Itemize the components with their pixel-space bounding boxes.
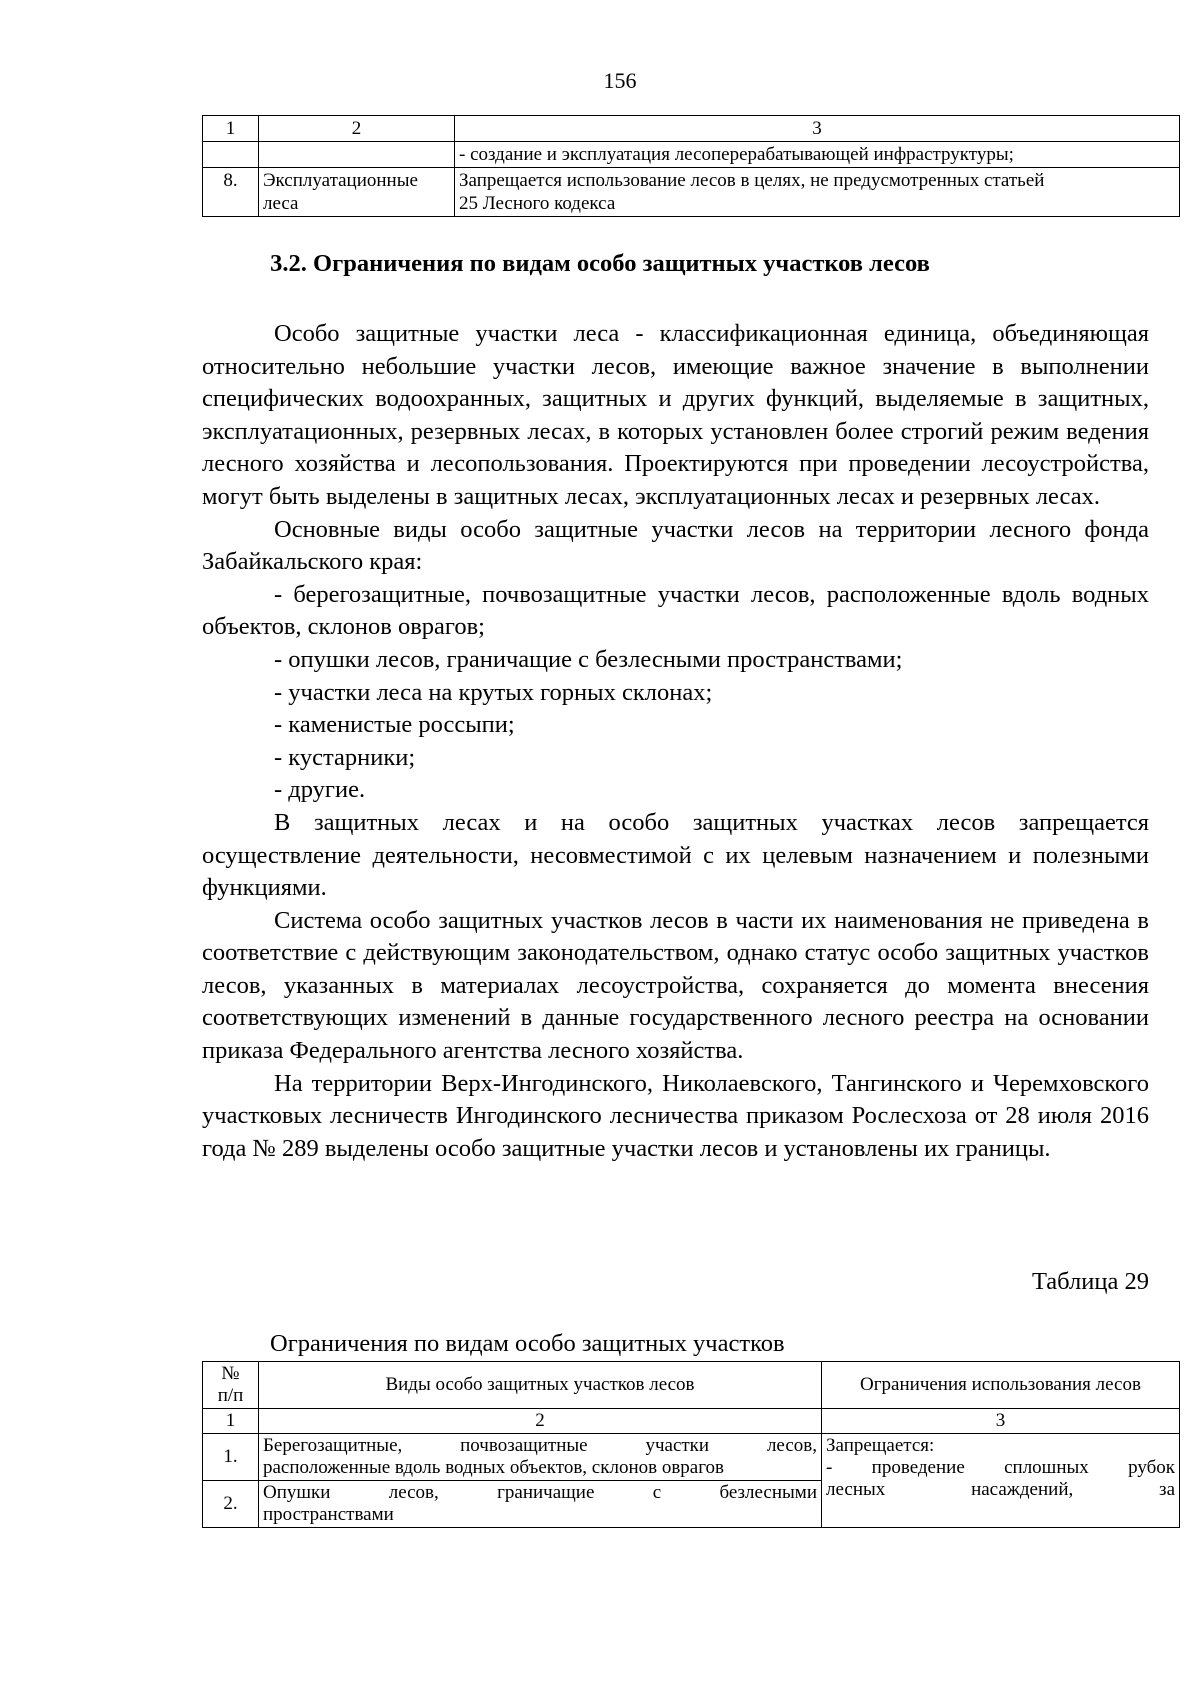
cell-line: лесных насаждений, за [826, 1479, 1175, 1500]
cell-line: Берегозащитные, почвозащитные участки лесов, [263, 1435, 817, 1456]
cell-line: леса [263, 193, 299, 214]
table-bottom [202, 1361, 1180, 1528]
paragraph: На территории Верх-Ингодинского, Николаевского, Тангинского и Черемховского участковых лесничеств Ингодинского лесничества приказом Рослесхоза от 28 июля 2016 года № 289 выделены особо защитные участки лесов и установлены их границы. [202, 1069, 1149, 1162]
paragraph: Особо защитные участки леса - классификационная единица, объединяющая относительно небольшие участки лесов, имеющие важное значение в выполнении специфических водоохранных, защитных и других функций, выделяемые в защитных, эксплуатационных, резервных лесах, в которых установлен более строгий режим ведения лесного хозяйства и лесопользования. Проектируются при проведении лесоустройства, могут быть выделены в защитных лесах, эксплуатационных лесах и резервных лесах. [202, 320, 1149, 510]
page-number: 156 [603, 68, 637, 93]
table-row [203, 142, 1180, 168]
cell-line: - проведение сплошных рубок [826, 1457, 1175, 1478]
list-item: - берегозащитные, почвозащитные участки лесов, расположенные вдоль водных объектов, склонов оврагов; [202, 580, 1149, 641]
restriction-cell [822, 1434, 1180, 1528]
table-cell [259, 1481, 822, 1528]
table-cell [455, 168, 1180, 217]
header-cell-num [203, 1362, 259, 1409]
table-top [202, 115, 1180, 217]
table-cell: 8. [203, 168, 259, 217]
table-cell [259, 142, 455, 168]
section-heading: 3.2. Ограничения по видам особо защитных участков лесов [270, 250, 930, 277]
table-caption: Ограничения по видам особо защитных участков [270, 1330, 785, 1357]
cell-line: п/п [217, 1385, 244, 1406]
cell-line: расположенные вдоль водных объектов, склонов оврагов [263, 1457, 725, 1478]
index-row [203, 1409, 1180, 1434]
cell-line: Эксплуатационные [263, 170, 418, 191]
table-cell [259, 1434, 822, 1481]
table-cell [259, 168, 455, 217]
table-cell: 2. [203, 1481, 259, 1528]
index-cell: 1 [203, 1409, 259, 1434]
cell-line: Запрещается использование лесов в целях, не предусмотренных статьей [459, 170, 1045, 191]
table-row [203, 168, 1180, 217]
list-item: - каменистые россыпи; [274, 711, 515, 739]
body-text [202, 318, 1149, 1165]
cell-line: 25 Лесного кодекса [459, 193, 616, 214]
paragraph: В защитных лесах и на особо защитных участках лесов запрещается осуществление деятельности, несовместимой с их целевым назначением и полезными функциями. [202, 808, 1149, 902]
table-header-row [203, 1362, 1180, 1409]
header-cell-restrict: Ограничения использования лесов [822, 1362, 1180, 1409]
list-item: - другие. [274, 776, 366, 804]
index-cell: 3 [822, 1409, 1180, 1434]
cell-line: пространствами [263, 1504, 394, 1525]
header-cell-type: Виды особо защитных участков лесов [259, 1362, 822, 1409]
header-cell: 3 [455, 116, 1180, 142]
table-label: Таблица 29 [1031, 1268, 1149, 1295]
paragraph: Основные виды особо защитные участки лесов на территории лесного фонда Забайкальского края: [202, 515, 1149, 576]
table-row [203, 1434, 1180, 1481]
table-cell [203, 142, 259, 168]
list-item: - участки леса на крутых горных склонах; [274, 678, 713, 706]
header-cell: 1 [203, 116, 259, 142]
header-cell: 2 [259, 116, 455, 142]
table-header-row [203, 116, 1180, 142]
index-cell: 2 [259, 1409, 822, 1434]
table-cell: - создание и эксплуатация лесоперерабатывающей инфраструктуры; [455, 142, 1180, 168]
cell-line: Запрещается: [826, 1435, 935, 1456]
list-item: - кустарники; [274, 743, 416, 771]
table-cell: 1. [203, 1434, 259, 1481]
cell-line: № [221, 1363, 240, 1384]
cell-line: Опушки лесов, граничащие с безлесными [263, 1482, 817, 1503]
list-item: - опушки лесов, граничащие с безлесными пространствами; [274, 645, 903, 673]
paragraph: Система особо защитных участков лесов в части их наименования не приведена в соответствие с действующим законодательством, однако статус особо защитных участков лесов, указанных в материалах лесоустройства, сохраняется до момента внесения соответствующих изменений в данные государственного лесного реестра на основании приказа Федерального агентства лесного хозяйства. [202, 906, 1149, 1065]
